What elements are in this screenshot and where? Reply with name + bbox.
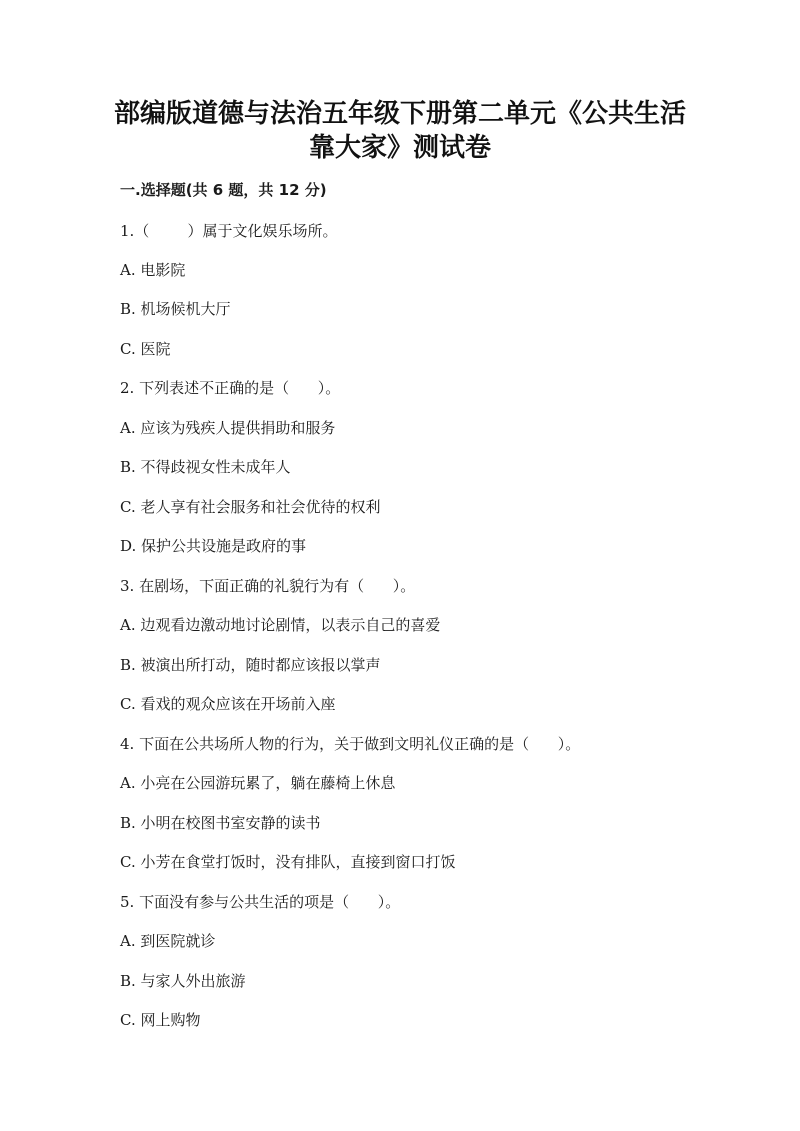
question-3-option-c: C. 看戏的观众应该在开场前入座 — [120, 695, 336, 713]
question-3-option-a: A. 边观看边激动地讨论剧情，以表示自己的喜爱 — [120, 616, 441, 634]
question-5-option-a: A. 到医院就诊 — [120, 932, 216, 950]
question-2-stem: 2. 下列表述不正确的是（ ）。 — [120, 379, 341, 397]
question-1-option-b: B. 机场候机大厅 — [120, 300, 231, 318]
question-4-stem: 4. 下面在公共场所人物的行为，关于做到文明礼仪正确的是（ ）。 — [120, 735, 581, 753]
question-4-option-b: B. 小明在校图书室安静的读书 — [120, 814, 321, 832]
question-4-option-c: C. 小芳在食堂打饭时，没有排队，直接到窗口打饭 — [120, 853, 456, 871]
document-title-line-2: 靠大家》测试卷 — [308, 133, 491, 163]
question-1-option-a: A. 电影院 — [120, 261, 186, 279]
question-2-option-c: C. 老人享有社会服务和社会优待的权利 — [120, 498, 381, 516]
question-5-option-b: B. 与家人外出旅游 — [120, 972, 246, 990]
section-heading: 一.选择题(共 6 题，共 12 分) — [120, 181, 327, 199]
question-2-option-a: A. 应该为残疾人提供捐助和服务 — [120, 419, 336, 437]
question-5-option-c: C. 网上购物 — [120, 1011, 201, 1029]
question-3-stem: 3. 在剧场，下面正确的礼貌行为有（ ）。 — [120, 577, 416, 595]
question-1-option-c: C. 医院 — [120, 340, 171, 358]
document-title-line-1: 部编版道德与法治五年级下册第二单元《公共生活 — [113, 99, 686, 129]
question-3-option-b: B. 被演出所打动，随时都应该报以掌声 — [120, 656, 381, 674]
question-5-stem: 5. 下面没有参与公共生活的项是（ ）。 — [120, 893, 401, 911]
question-2-option-b: B. 不得歧视女性未成年人 — [120, 458, 291, 476]
question-1-stem: 1.（ ）属于文化娱乐场所。 — [120, 222, 338, 240]
question-2-option-d: D. 保护公共设施是政府的事 — [120, 537, 307, 555]
question-4-option-a: A. 小亮在公园游玩累了，躺在藤椅上休息 — [120, 774, 396, 792]
